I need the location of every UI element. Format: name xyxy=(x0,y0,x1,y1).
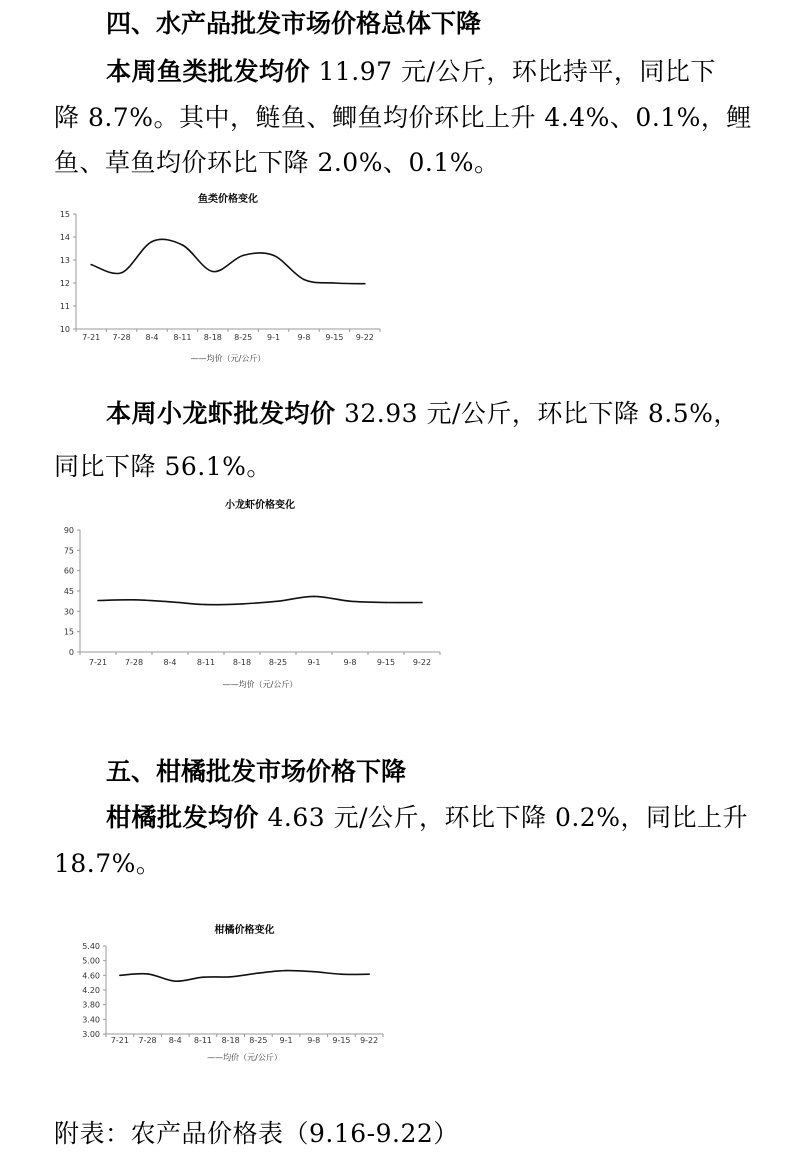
citrus-paragraph-line2: 18.7%。 xyxy=(54,849,162,878)
data-point xyxy=(212,271,214,273)
data-point xyxy=(258,972,260,974)
data-point xyxy=(205,604,207,606)
legend-entry: ——均价（元/公斤） xyxy=(207,1053,282,1062)
data-point xyxy=(169,601,171,603)
data-point xyxy=(174,980,176,982)
x-tick-label: 8-25 xyxy=(234,333,253,342)
data-point xyxy=(334,282,336,284)
chart-title: 小龙虾价格变化 xyxy=(225,500,295,511)
fish-paragraph-line2: 降 8.7%。其中，鲢鱼、鲫鱼均价环比上升 4.4%、0.1%，鲤 xyxy=(54,103,752,132)
data-point xyxy=(202,976,204,978)
x-tick-label: 7-21 xyxy=(82,333,101,342)
citrus-paragraph-line1 xyxy=(106,798,748,834)
y-tick-label: 13 xyxy=(59,256,70,265)
x-tick-label: 7-28 xyxy=(138,1036,157,1045)
y-tick-label: 3.00 xyxy=(82,1030,100,1039)
data-point xyxy=(368,973,370,975)
data-point xyxy=(121,272,123,274)
data-point xyxy=(97,600,99,602)
shrimp-paragraph-line1 xyxy=(106,394,739,430)
x-tick-label: 9-8 xyxy=(307,1036,321,1045)
y-tick-label: 45 xyxy=(63,587,74,596)
x-tick-label: 8-11 xyxy=(173,333,192,342)
y-tick-label: 3.80 xyxy=(82,1000,100,1010)
x-tick-label: 9-1 xyxy=(307,658,321,667)
y-tick-label: 10 xyxy=(59,325,70,334)
y-tick-label: 4.20 xyxy=(82,986,100,995)
x-tick-label: 7-21 xyxy=(88,658,108,667)
chart-title: 柑橘价格变化 xyxy=(214,925,275,936)
x-tick-label: 8-25 xyxy=(249,1036,268,1045)
data-point xyxy=(313,971,315,973)
y-tick-label: 60 xyxy=(63,566,74,576)
x-tick-label: 8-11 xyxy=(193,1036,213,1045)
fish-lead: 本周鱼类批发均价 xyxy=(106,57,311,86)
citrus-line1-rest: 4.63 元/公斤，环比下降 0.2%，同比上升 xyxy=(259,803,748,832)
x-tick-label: 8-4 xyxy=(145,333,159,342)
data-point xyxy=(349,600,351,602)
x-tick-label: 9-15 xyxy=(332,1036,351,1045)
data-point xyxy=(230,976,232,978)
x-tick-label: 7-21 xyxy=(110,1036,129,1045)
data-point xyxy=(133,599,135,601)
data-point xyxy=(90,264,92,266)
x-tick-label: 7-28 xyxy=(112,333,131,342)
data-point xyxy=(285,970,287,972)
x-tick-label: 8-18 xyxy=(232,658,252,667)
section4-heading: 四、水产品批发市场价格总体下降 xyxy=(106,9,482,38)
citrus-lead: 柑橘批发均价 xyxy=(106,803,260,832)
data-point xyxy=(421,602,423,604)
data-point xyxy=(341,973,343,975)
series-line xyxy=(91,239,365,283)
shrimp-line1-rest: 32.93 元/公斤，环比下降 8.5%， xyxy=(335,399,739,428)
legend-entry: ——均价（元/公斤） xyxy=(190,354,266,363)
y-tick-label: 15 xyxy=(63,627,74,637)
x-tick-label: 9-8 xyxy=(297,333,311,342)
x-tick-label: 7-28 xyxy=(124,658,144,667)
y-tick-label: 90 xyxy=(63,526,74,535)
shrimp-lead: 本周小龙虾批发均价 xyxy=(106,399,336,428)
x-tick-label: 9-1 xyxy=(267,333,281,342)
x-tick-label: 8-18 xyxy=(221,1036,240,1045)
data-point xyxy=(242,255,244,257)
y-tick-label: 14 xyxy=(59,233,70,242)
fish-paragraph-line3: 鱼、草鱼均价环比下降 2.0%、0.1%。 xyxy=(54,148,500,177)
data-point xyxy=(119,975,121,977)
x-tick-label: 9-15 xyxy=(376,658,396,667)
data-point xyxy=(277,600,279,602)
y-tick-label: 0 xyxy=(68,648,74,657)
data-point xyxy=(151,241,153,243)
y-tick-label: 30 xyxy=(63,607,74,617)
x-tick-label: 9-8 xyxy=(343,658,357,667)
x-tick-label: 9-22 xyxy=(412,658,432,667)
x-tick-label: 8-11 xyxy=(196,658,216,667)
fish-line1-rest: 11.97 元/公斤，环比持平，同比下 xyxy=(310,57,716,86)
data-point xyxy=(385,602,387,604)
section5-heading: 五、柑橘批发市场价格下降 xyxy=(106,757,407,786)
shrimp-price-chart xyxy=(40,490,460,700)
chart-title: 鱼类价格变化 xyxy=(198,194,258,205)
fish-paragraph-line1 xyxy=(106,52,716,88)
x-tick-label: 8-18 xyxy=(203,333,222,342)
citrus-price-chart xyxy=(70,918,400,1068)
data-point xyxy=(313,596,315,598)
y-tick-label: 75 xyxy=(63,546,74,556)
x-tick-label: 9-22 xyxy=(360,1036,379,1045)
y-tick-label: 11 xyxy=(59,302,70,311)
x-tick-label: 8-4 xyxy=(168,1036,182,1045)
y-tick-label: 3.40 xyxy=(82,1015,100,1025)
x-tick-label: 9-15 xyxy=(325,333,344,342)
x-tick-label: 8-25 xyxy=(268,658,288,667)
shrimp-paragraph-line2: 同比下降 56.1%。 xyxy=(54,452,272,481)
appendix-caption: 附表：农产品价格表（9.16-9.22） xyxy=(54,1119,459,1148)
y-tick-label: 5.00 xyxy=(82,956,100,966)
x-tick-label: 9-22 xyxy=(355,333,374,342)
y-tick-label: 15 xyxy=(59,210,70,219)
legend-entry: ——均价（元/公斤） xyxy=(222,680,298,689)
series-line xyxy=(98,596,422,604)
data-point xyxy=(147,973,149,975)
x-tick-label: 9-1 xyxy=(279,1036,293,1045)
data-point xyxy=(303,279,305,281)
fish-price-chart xyxy=(40,188,390,368)
data-point xyxy=(182,244,184,246)
data-point xyxy=(241,603,243,605)
y-tick-label: 5.40 xyxy=(82,942,100,951)
y-tick-label: 4.60 xyxy=(82,971,100,981)
y-tick-label: 12 xyxy=(59,279,70,288)
data-point xyxy=(364,283,366,285)
series-line xyxy=(120,971,369,982)
x-tick-label: 8-4 xyxy=(163,658,177,667)
data-point xyxy=(273,255,275,257)
